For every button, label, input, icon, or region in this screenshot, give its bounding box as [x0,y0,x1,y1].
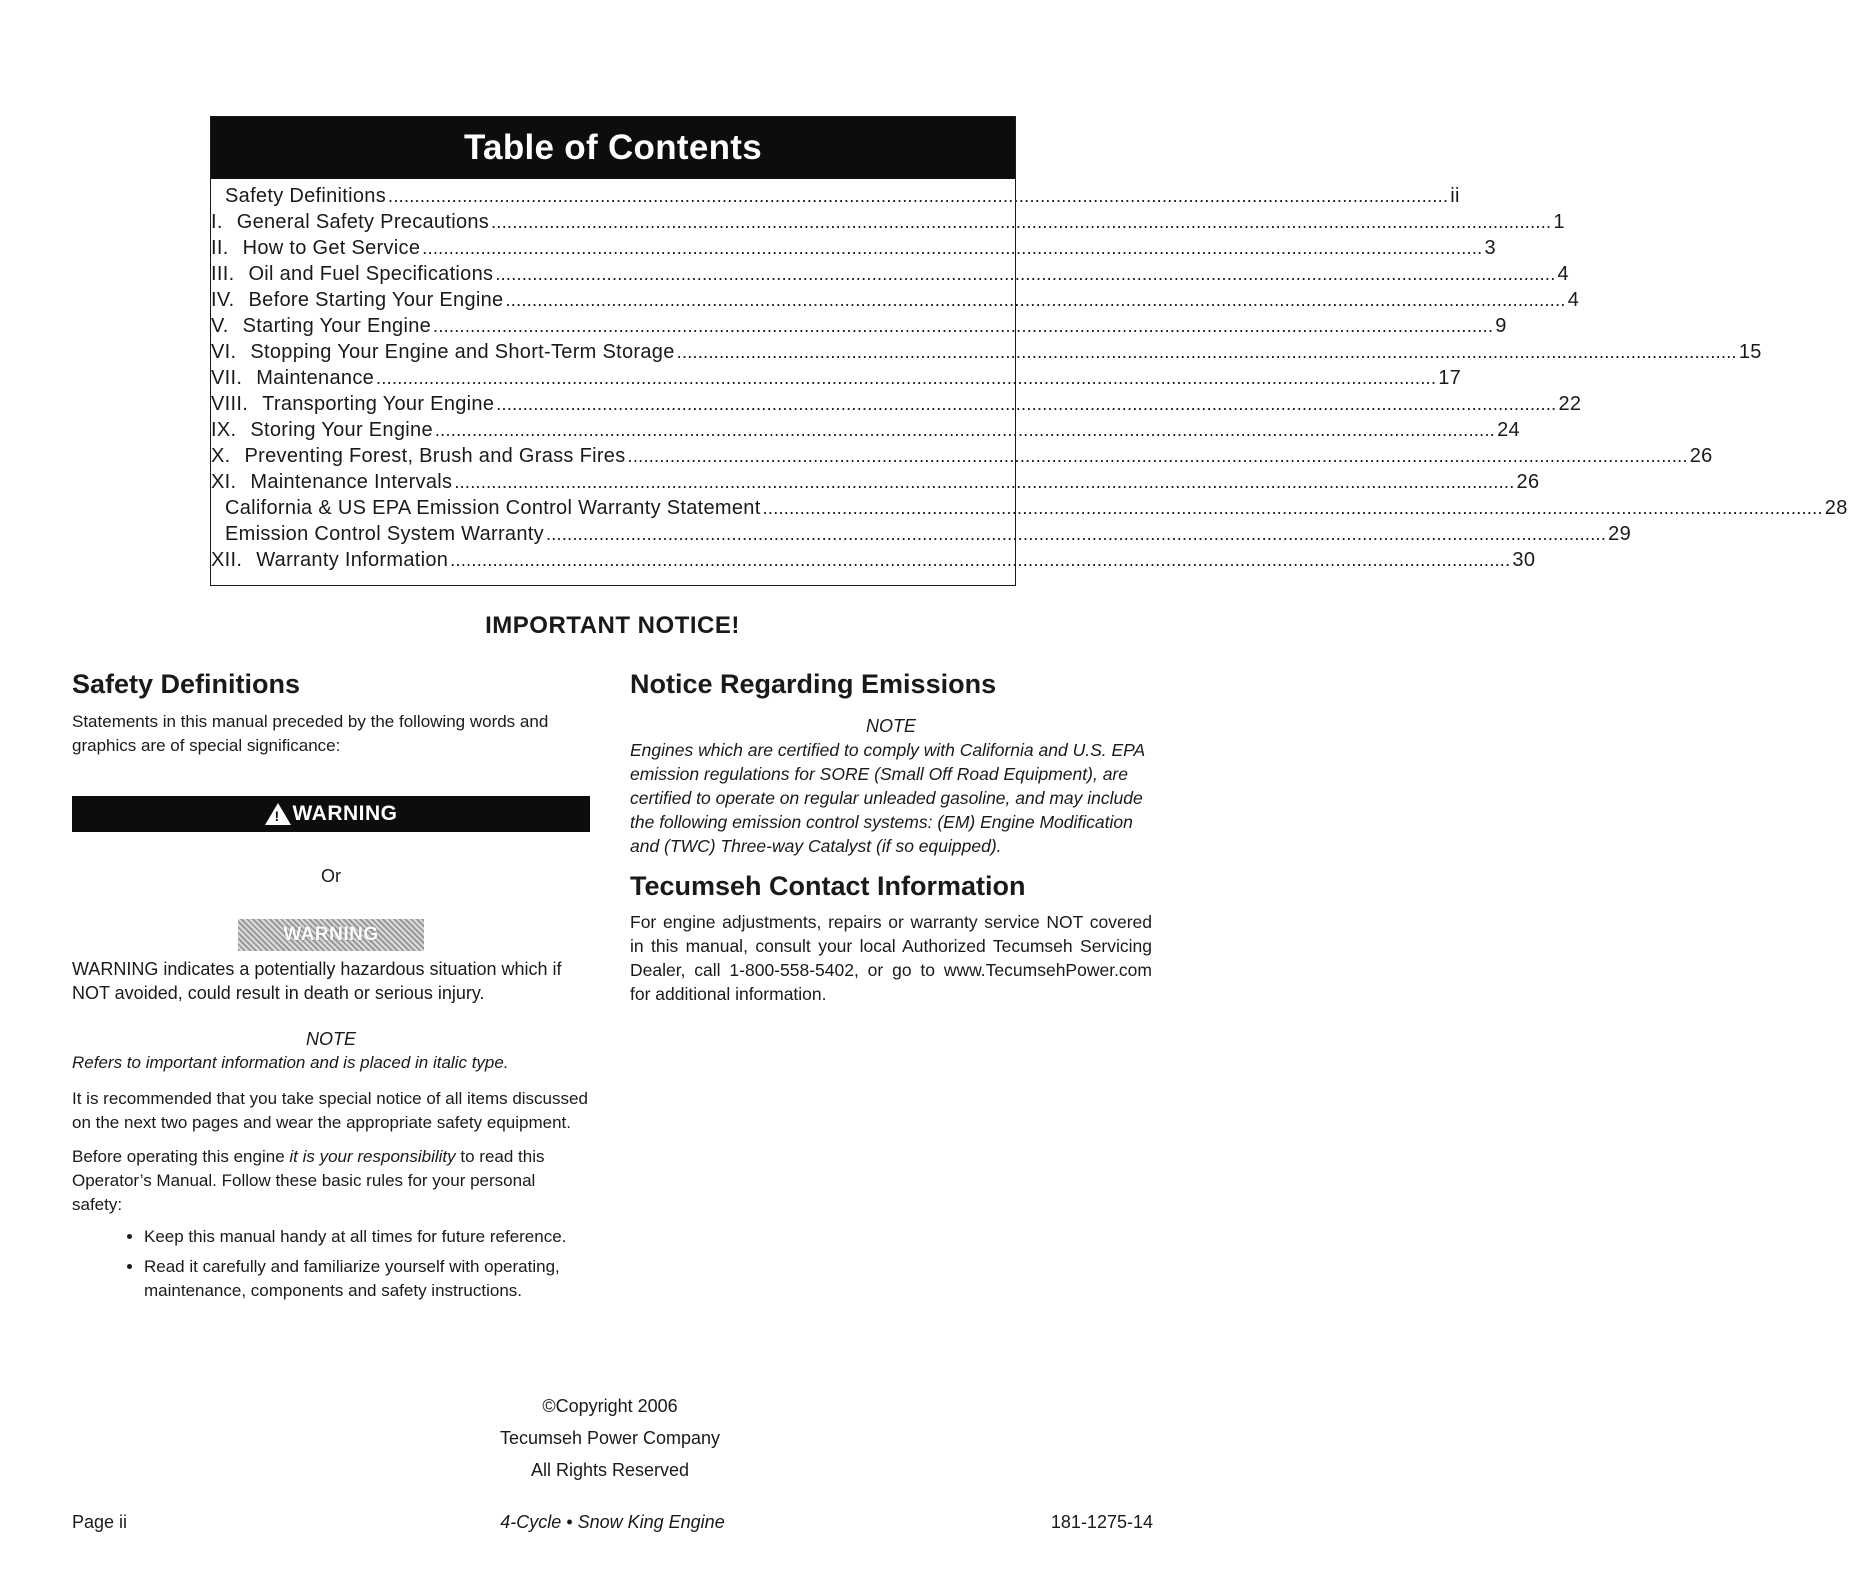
warning-hatched-graphic [238,919,424,951]
responsibility-text-c: to read this Operator’s Manual. Follow these basic rules for your personal safety: [72,1147,545,1214]
toc-entry-title: Maintenance [256,367,375,389]
toc-entry-page: 9 [1495,315,1507,337]
warning-banner [72,796,590,832]
toc-dot-leader: ........................................................................................................................................................................................................ [491,212,1552,232]
toc-entry-page: ii [1450,185,1460,207]
toc-dot-leader: ........................................................................................................................................................................................................ [450,550,1511,570]
toc-entry-page: 29 [1608,523,1631,545]
toc-dot-leader: ........................................................................................................................................................................................................ [545,524,1607,544]
toc-entry [211,365,1462,391]
toc-list [211,179,1848,573]
toc-dot-leader: ........................................................................................................................................................................................................ [433,316,1494,336]
toc-entry-page: 26 [1516,471,1540,493]
toc-entry [211,417,1520,443]
toc-entry-title: Transporting Your Engine [262,393,495,415]
footer-page-number: Page ii [72,1512,128,1532]
toc-entry-page: 22 [1558,393,1582,415]
toc-entry-title: Starting Your Engine [242,315,432,337]
toc-entry [211,313,1507,339]
toc-entry-page: 28 [1824,497,1848,519]
toc-entry-number: VIII. [211,393,249,415]
toc-entry [211,391,1582,417]
toc-entry-page: 15 [1738,341,1762,363]
toc-entry [211,443,1713,469]
contact-text: For engine adjustments, repairs or warranty service NOT covered in this manual, consult your local Authorized Tecumseh Servicing Dealer, call 1-800-558-5402, or go to www.TecumsehPower.com for additional information. [630,912,1152,1004]
toc-entry [211,469,1540,495]
toc-entry-title: Storing Your Engine [250,419,433,441]
toc-entry [211,209,1565,235]
or-text: Or [321,866,341,886]
toc-entry [211,183,1460,209]
toc-entry-number: II. [211,237,229,259]
toc-dot-leader: ........................................................................................................................................................................................................ [627,446,1688,466]
warning-banner-label: WARNING [292,802,398,825]
warning-triangle-icon [265,803,291,825]
toc-entry-title: California & US EPA Emission Control Warranty Statement [225,497,761,519]
warning-description: WARNING indicates a potentially hazardous situation which if NOT avoided, could result in death or serious injury. [72,959,562,1003]
toc-entry-number: XI. [211,471,237,493]
safety-intro-text: Statements in this manual preceded by the following words and graphics are of special significance: [72,712,549,755]
footer-doc-code: 181-1275-14 [1050,1512,1153,1532]
toc-entry-number: XII. [211,549,243,571]
toc-dot-leader: ........................................................................................................................................................................................................ [454,472,1515,492]
toc-entry [211,521,1631,547]
toc-entry-title: Preventing Forest, Brush and Grass Fires [244,445,626,467]
toc-entry-title: General Safety Precautions [236,211,490,233]
copyright-block [440,1390,780,1486]
toc-entry-page: 24 [1497,419,1520,441]
emissions-note-label: NOTE [865,716,916,736]
table-of-contents [210,116,1848,586]
list-item: • Keep this manual handy at all times for future reference. [144,1225,590,1249]
responsibility-text-a: Before operating this engine [72,1147,290,1166]
contact-heading: Tecumseh Contact Information [630,871,1026,901]
toc-entry-title: Oil and Fuel Specifications [248,263,494,285]
emissions-heading: Notice Regarding Emissions [630,669,997,699]
toc-entry-number: III. [211,263,235,285]
emissions-note-text: Engines which are certified to comply with California and U.S. EPA emission regulations for SORE (Small Off Road Equipment), are certified to operate on regular unleaded gasoline, and may include the following emission control systems: (EM) Engine Modification and (TWC) Three-way Catalyst (if so equipped). [630,740,1145,856]
toc-entry-title: Before Starting Your Engine [248,289,504,311]
toc-dot-leader: ........................................................................................................................................................................................................ [495,264,1556,284]
toc-entry-title: How to Get Service [242,237,421,259]
toc-entry [211,287,1580,313]
toc-dot-leader: ........................................................................................................................................................................................................ [496,394,1557,414]
toc-entry [211,339,1762,365]
responsibility-emphasis: it is your responsibility [289,1147,456,1166]
note-text: Refers to important information and is placed in italic type. [72,1053,509,1072]
toc-entry-page: 3 [1484,237,1496,259]
toc-entry-number: IV. [211,289,235,311]
toc-entry-number: VII. [211,367,243,389]
safety-definitions-heading: Safety Definitions [72,669,301,699]
toc-title: Table of Contents [211,117,1015,179]
emissions-column [630,668,1152,1006]
toc-entry [211,495,1848,521]
toc-entry-page: 4 [1567,289,1580,311]
note-label: NOTE [305,1029,356,1049]
toc-entry [211,261,1569,287]
toc-entry-page: 17 [1438,367,1462,389]
toc-entry-title: Safety Definitions [225,185,387,207]
list-item: • Read it carefully and familiarize yourself with operating, maintenance, components and safety instructions. [144,1255,590,1303]
toc-dot-leader: ........................................................................................................................................................................................................ [388,186,1449,206]
company-line: Tecumseh Power Company [499,1428,721,1448]
safety-definitions-column [72,668,590,1309]
recommendation-paragraph: It is recommended that you take special notice of all items discussed on the next two pages and wear the appropriate safety equipment. [72,1089,588,1132]
toc-dot-leader: ........................................................................................................................................................................................................ [505,290,1566,310]
toc-dot-leader: ........................................................................................................................................................................................................ [676,342,1737,362]
toc-entry-title: Stopping Your Engine and Short-Term Storage [250,341,675,363]
toc-entry-number: V. [211,315,229,337]
toc-entry-number: IX. [211,419,237,441]
important-notice-heading: IMPORTANT NOTICE! [485,612,740,639]
toc-dot-leader: ........................................................................................................................................................................................................ [434,420,1496,440]
footer-title: 4-Cycle • Snow King Engine [500,1512,725,1532]
toc-dot-leader: ........................................................................................................................................................................................................ [422,238,1483,258]
safety-rules-list [72,1225,590,1303]
toc-dot-leader: ........................................................................................................................................................................................................ [376,368,1437,388]
toc-entry [211,547,1536,573]
responsibility-paragraph [72,1145,590,1217]
toc-entry-title: Emission Control System Warranty [225,523,544,545]
toc-entry-title: Warranty Information [256,549,449,571]
toc-entry-page: 4 [1557,263,1569,285]
toc-entry-page: 30 [1512,549,1536,571]
warning-hatched-label: WARNING [283,924,379,945]
toc-entry-page: 26 [1689,445,1713,467]
toc-dot-leader: ........................................................................................................................................................................................................ [762,498,1823,518]
toc-entry-number: I. [211,211,223,233]
toc-entry-page: 1 [1553,211,1565,233]
rights-line: All Rights Reserved [530,1460,690,1480]
toc-entry-number: X. [211,445,231,467]
toc-entry [211,235,1496,261]
toc-entry-number: VI. [211,341,237,363]
copyright-line: ©Copyright 2006 [542,1396,678,1416]
toc-entry-title: Maintenance Intervals [250,471,453,493]
